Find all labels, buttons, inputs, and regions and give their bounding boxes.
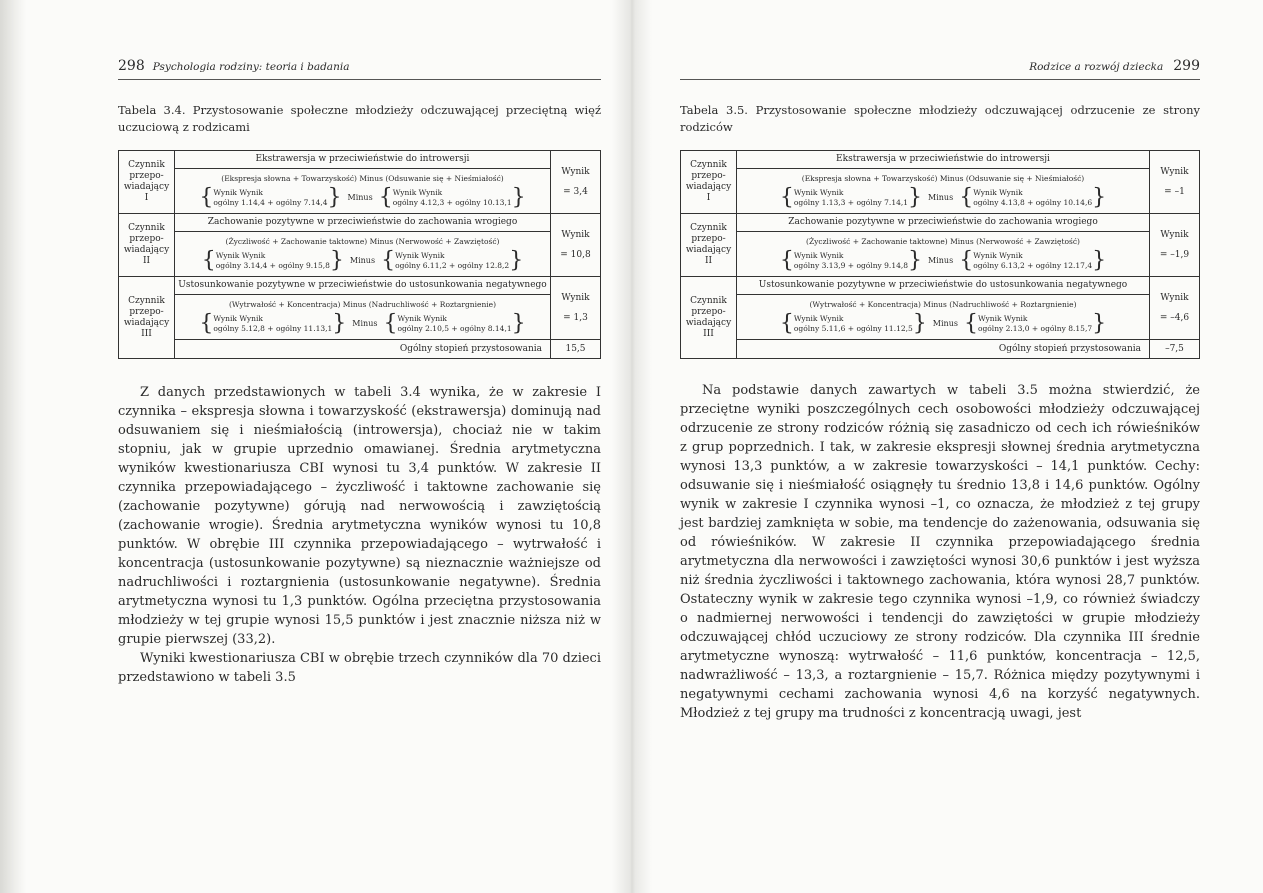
row-title: Ustosunkowanie pozytywne w przeciwieństwie do ustosunkowania negatywnego xyxy=(737,277,1149,295)
results-table xyxy=(680,150,1200,359)
row-equation xyxy=(175,248,550,276)
running-title: Rodzice a rozwój dziecka xyxy=(1029,61,1164,73)
result-cell xyxy=(1150,277,1200,340)
table-row xyxy=(681,214,1200,277)
left-group xyxy=(213,314,332,334)
result-label: Wynik xyxy=(561,293,590,303)
factor-number: I xyxy=(144,193,149,203)
row-equation xyxy=(737,185,1149,213)
group-top: Wynik Wynik xyxy=(215,251,266,260)
factor-cell xyxy=(119,151,175,214)
table-caption: Tabela 3.4. Przystosowanie społeczne młodzieży odczuwającej przeciętną więź uczuciową z rodzicami xyxy=(118,103,601,134)
group-top: Wynik Wynik xyxy=(973,188,1023,197)
left-group xyxy=(794,314,913,334)
result-cell xyxy=(551,277,601,340)
group-bottom: ogólny 6.11,2 + ogólny 12.8,2 xyxy=(395,261,510,270)
running-title: Psychologia rodziny: teoria i badania xyxy=(152,61,350,73)
factor-number: I xyxy=(706,193,711,203)
group-top: Wynik Wynik xyxy=(973,251,1023,260)
factor-label: Czynnik przepo-wiadający xyxy=(123,295,170,328)
right-group xyxy=(973,251,1092,271)
factor-label: Czynnik przepo-wiadający xyxy=(685,223,732,255)
left-brace-icon: { xyxy=(779,311,794,336)
group-bottom: ogólny 4.13,8 + ogólny 10.14,6 xyxy=(973,198,1093,207)
right-page xyxy=(680,58,1200,723)
group-top: Wynik Wynik xyxy=(793,251,844,260)
row-equation xyxy=(737,311,1149,339)
group-bottom: ogólny 2.13,0 + ogólny 8.15,7 xyxy=(977,324,1093,333)
right-brace-icon: } xyxy=(912,311,927,336)
row-title: Ekstrawersja w przeciwieństwie do introwersji xyxy=(175,151,550,169)
body-paragraph: Na podstawie danych zawartych w tabeli 3.5 można stwierdzić, że przeciętne wyniki poszczególnych cech osobowości młodzieży odczuwającej odrzucenie ze strony rodziców różnią się zasadniczo od cech ich rówieśników z grup poprzednich. I tak, w zakresie ekspresji słownej średnia arytmetyczna wynosi 13,3 punktów, a w zakresie towarzyskości – 14,1 punktów. Cechy: odsuwanie się i nieśmiałość osiągnęły tu średnio 13,8 i 14,6 punktów. Ogólny wynik w zakresie I czynnika wynosi –1, co oznacza, że młodzież z tej grupy jest bardziej zamknięta w sobie, ma tendencje do zażenowania, odsuwania się od rówieśników. W zakresie II czynnika przepowiadającego średnia arytmetyczna dla nerwowości i zawziętości wynosi 30,6 punktów i jest wyższa niż średnia życzliwości i taktownego zachowania, która wynosi 28,7 punktów. Ostateczny wynik w zakresie tego czynnika wynosi –1,9, co również świadczy o nadmiernej nerwowości i tendencji do zawziętości w grupie młodzieży odczuwającej chłód uczuciowy ze strony rodziców. Dla czynnika III średnie arytmetyczne wynoszą: wytrwałość – 11,6 punktów, koncentracja – 12,5, nadwrażliwość – 13,3, a roztargnienie – 15,7. Różnica między pozytywnymi i negatywnymi cechami zachowania wynosi 4,6 na korzyść negatywnych. Młodzież z tej grupy ma trudności z koncentracją uwagi, jest xyxy=(680,383,1200,721)
book-spine xyxy=(612,0,652,893)
group-bottom: ogólny 5.11,6 + ogólny 11.12,5 xyxy=(793,324,913,333)
total-label: Ogólny stopień przystosowania xyxy=(175,340,551,359)
row-formula: (Życzliwość + Zachowanie taktowne) Minus (Nerwowość + Zawziętość) xyxy=(225,237,500,246)
minus-label: Minus xyxy=(352,319,378,328)
row-title: Zachowanie pozytywne w przeciwieństwie do zachowania wrogiego xyxy=(175,214,550,232)
row-title: Ekstrawersja w przeciwieństwie do introwersji xyxy=(737,151,1149,169)
group-top: Wynik Wynik xyxy=(977,314,1028,323)
group-bottom: ogólny 6.13,2 + ogólny 12.17,4 xyxy=(973,261,1093,270)
left-group xyxy=(794,251,908,271)
left-brace-icon: { xyxy=(199,311,214,336)
body-paragraph: Z danych przedstawionych w tabeli 3.4 wynika, że w zakresie I czynnika – ekspresja słowna i towarzyskość (ekstrawersja) dominują nad odsuwaniem się i nieśmiałością (introwersja), chociaż nie w takim stopniu, jak w grupie uprzednio omawianej. Średnia arytmetyczna wyników kwestionariusza CBI wynosi tu 3,4 punktów. W zakresie II czynnika przepowiadającego – życzliwość i taktowne zachowanie się (zachowanie pozytywne) górują nad nerwowością i zawziętością (zachowanie wrogie). Średnia arytmetyczna wyników wynosi tu 10,8 punktów. W obrębie III czynnika przepowiadającego – wytrwałość i koncentracja (ustosunkowanie pozytywne) są nieznacznie ważniejsze od nadruchliwości i roztargnienia (ustosunkowanie negatywne). Średnia arytmetyczna wynosi tu 1,3 punktów. Ogólna przeciętna przystosowania młodzieży w tej grupie wynosi 15,5 punktów i jest znacznie niższa niż w grupie pierwszej (33,2). xyxy=(118,385,601,647)
table-row xyxy=(681,151,1200,214)
table-row xyxy=(681,277,1200,340)
row-formula: (Ekspresja słowna + Towarzyskość) Minus (Odsuwanie się + Nieśmiałość) xyxy=(801,174,1085,183)
factor-cell xyxy=(119,214,175,277)
minus-label: Minus xyxy=(932,319,958,328)
right-brace-icon: } xyxy=(332,311,347,336)
group-top: Wynik Wynik xyxy=(793,314,844,323)
row-formula: (Wytrwałość + Koncentracja) Minus (Nadruchliwość + Roztargnienie) xyxy=(809,300,1077,309)
formula-cell xyxy=(175,151,551,214)
left-brace-icon: { xyxy=(199,185,214,210)
group-top: Wynik Wynik xyxy=(213,314,263,323)
left-brace-icon: { xyxy=(779,248,794,273)
left-brace-icon: { xyxy=(378,185,393,210)
minus-label: Minus xyxy=(349,256,376,265)
row-equation xyxy=(737,248,1149,276)
group-top: Wynik Wynik xyxy=(213,188,263,197)
formula-cell xyxy=(175,214,551,277)
right-brace-icon: } xyxy=(908,248,923,273)
page-number: 299 xyxy=(1173,58,1200,74)
factor-label: Czynnik przepo-wiadający xyxy=(123,160,170,192)
result-cell xyxy=(551,151,601,214)
row-title: Ustosunkowanie pozytywne w przeciwieństwie do ustosunkowania negatywnego xyxy=(175,277,550,295)
result-cell xyxy=(1150,214,1200,277)
result-value: = –4,6 xyxy=(1159,313,1190,323)
group-top: Wynik Wynik xyxy=(392,188,443,197)
group-top: Wynik Wynik xyxy=(397,314,447,323)
result-label: Wynik xyxy=(1160,293,1189,303)
group-bottom: ogólny 3.14,4 + ogólny 9.15,8 xyxy=(215,261,330,270)
right-brace-icon: } xyxy=(509,248,524,273)
result-value: = –1,9 xyxy=(1159,250,1190,260)
table-caption: Tabela 3.5. Przystosowanie społeczne młodzieży odczuwającej odrzucenie ze strony rodziców xyxy=(680,103,1200,134)
right-group xyxy=(395,251,509,271)
result-cell xyxy=(551,214,601,277)
group-bottom: ogólny 3.13,9 + ogólny 9.14,8 xyxy=(793,261,909,270)
group-bottom: ogólny 4.12,3 + ogólny 10.13,1 xyxy=(392,198,512,207)
table-row xyxy=(119,151,601,214)
results-table xyxy=(118,150,601,359)
page-number: 298 xyxy=(118,58,145,74)
row-formula: (Życzliwość + Zachowanie taktowne) Minus (Nerwowość + Zawziętość) xyxy=(806,237,1080,246)
row-equation xyxy=(175,311,550,339)
left-brace-icon: { xyxy=(381,248,396,273)
result-value: = 10,8 xyxy=(560,250,591,260)
formula-cell xyxy=(737,214,1150,277)
total-row xyxy=(119,340,601,359)
result-value: = –1 xyxy=(1164,187,1185,197)
left-group xyxy=(794,188,908,208)
right-brace-icon: } xyxy=(1092,248,1107,273)
right-brace-icon: } xyxy=(1092,311,1107,336)
factor-cell xyxy=(681,151,737,214)
running-head xyxy=(118,58,601,80)
minus-label: Minus xyxy=(928,256,954,265)
group-top: Wynik Wynik xyxy=(395,251,445,260)
result-label: Wynik xyxy=(561,230,590,240)
group-bottom: ogólny 2.10,5 + ogólny 8.14,1 xyxy=(397,324,512,333)
left-brace-icon: { xyxy=(201,248,216,273)
left-brace-icon: { xyxy=(959,185,974,210)
left-brace-icon: { xyxy=(959,248,974,273)
right-group xyxy=(978,314,1092,334)
row-title: Zachowanie pozytywne w przeciwieństwie do zachowania wrogiego xyxy=(737,214,1149,232)
right-group xyxy=(973,188,1092,208)
body-paragraph: Wyniki kwestionariusza CBI w obrębie trzech czynników dla 70 dzieci przedstawiono w tabeli 3.5 xyxy=(118,651,601,685)
left-group xyxy=(216,251,330,271)
right-brace-icon: } xyxy=(908,185,923,210)
factor-number: II xyxy=(142,256,151,266)
total-value: –7,5 xyxy=(1150,340,1200,359)
minus-label: Minus xyxy=(928,193,954,202)
factor-number: II xyxy=(704,256,713,266)
group-bottom: ogólny 5.12,8 + ogólny 11.13,1 xyxy=(213,324,333,333)
left-page xyxy=(118,58,601,687)
group-bottom: ogólny 1.13,3 + ogólny 7.14,1 xyxy=(793,198,909,207)
group-top: Wynik Wynik xyxy=(793,188,844,197)
result-label: Wynik xyxy=(1160,230,1189,240)
right-group xyxy=(393,188,512,208)
result-label: Wynik xyxy=(561,167,590,177)
book-edge xyxy=(0,0,26,893)
total-label: Ogólny stopień przystosowania xyxy=(737,340,1150,359)
factor-cell xyxy=(681,277,737,359)
table-row xyxy=(119,277,601,340)
result-value: = 3,4 xyxy=(563,187,588,197)
row-formula: (Wytrwałość + Koncentracja) Minus (Nadruchliwość + Roztargnienie) xyxy=(228,300,497,309)
left-group xyxy=(213,188,327,208)
factor-label: Czynnik przepo-wiadający xyxy=(685,160,732,192)
row-equation xyxy=(175,185,550,213)
row-formula: (Ekspresja słowna + Towarzyskość) Minus (Odsuwanie się + Nieśmiałość) xyxy=(221,174,504,183)
right-brace-icon: } xyxy=(511,185,526,210)
total-row xyxy=(681,340,1200,359)
factor-number: III xyxy=(703,328,714,339)
formula-cell xyxy=(737,151,1150,214)
minus-label: Minus xyxy=(347,193,373,202)
factor-cell xyxy=(681,214,737,277)
right-brace-icon: } xyxy=(329,248,344,273)
group-bottom: ogólny 1.14,4 + ogólny 7.14,4 xyxy=(213,198,328,207)
left-brace-icon: { xyxy=(779,185,794,210)
right-brace-icon: } xyxy=(511,311,526,336)
factor-label: Czynnik przepo-wiadający xyxy=(685,295,732,328)
table-row xyxy=(119,214,601,277)
running-head xyxy=(680,58,1200,80)
result-label: Wynik xyxy=(1160,167,1189,177)
factor-cell xyxy=(119,277,175,359)
factor-label: Czynnik przepo-wiadający xyxy=(123,223,170,255)
total-value: 15,5 xyxy=(551,340,601,359)
left-brace-icon: { xyxy=(963,311,978,336)
formula-cell xyxy=(175,277,551,340)
left-brace-icon: { xyxy=(383,311,398,336)
right-brace-icon: } xyxy=(327,185,342,210)
factor-number: III xyxy=(141,328,152,339)
formula-cell xyxy=(737,277,1150,340)
right-group xyxy=(397,314,511,334)
right-brace-icon: } xyxy=(1092,185,1107,210)
result-cell xyxy=(1150,151,1200,214)
result-value: = 1,3 xyxy=(563,313,588,323)
